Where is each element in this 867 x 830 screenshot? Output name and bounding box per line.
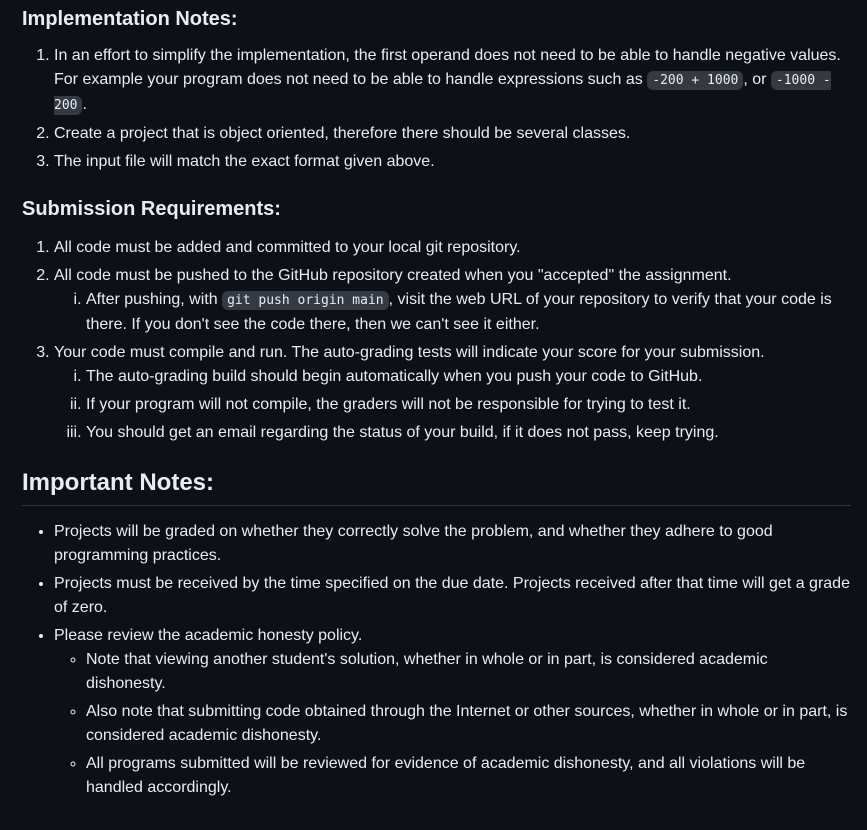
list-item-text: All code must be pushed to the GitHub repository created when you "accepted" the assignment.	[54, 267, 732, 284]
sub-list	[54, 365, 851, 445]
important-notes-list	[22, 520, 851, 800]
list-item	[54, 341, 851, 445]
list-item	[54, 44, 851, 118]
sub-list-item: ii. If your program will not compile, the graders will not be responsible for trying to test it.	[86, 393, 851, 417]
submission-requirements-list	[22, 236, 851, 445]
inline-code: -200 + 1000	[647, 71, 743, 90]
list-item-text: Your code must compile and run. The auto-grading tests will indicate your score for your submission.	[54, 344, 765, 361]
list-item	[54, 624, 851, 800]
list-item-text: Please review the academic honesty policy.	[54, 627, 363, 644]
sub-list-item	[86, 288, 851, 337]
list-item-text: .	[82, 96, 87, 113]
list-item-text: , or	[743, 71, 771, 88]
sub-list	[54, 648, 851, 800]
submission-requirements-heading: Submission Requirements:	[22, 198, 281, 220]
list-item: 3. The input file will match the exact format given above.	[54, 150, 851, 174]
inline-code: git push origin main	[222, 291, 389, 310]
sub-list-item: ◦ All programs submitted will be reviewed for evidence of academic dishonesty, and all violations will be handled accordingly.	[86, 752, 851, 800]
sub-list-item: i. The auto-grading build should begin automatically when you push your code to GitHub.	[86, 365, 851, 389]
list-item	[54, 264, 851, 337]
implementation-notes-list	[22, 44, 851, 174]
inline-code: -1000 - 200	[54, 73, 831, 113]
list-item: • Projects must be received by the time specified on the due date. Projects received after that time will get a grade of zero.	[54, 572, 851, 620]
sub-list	[54, 288, 851, 337]
list-item: 1. All code must be added and committed to your local git repository.	[54, 236, 851, 260]
list-item: • Projects will be graded on whether they correctly solve the problem, and whether they adhere to good programming practices.	[54, 520, 851, 568]
sub-list-item: ◦ Note that viewing another student's solution, whether in whole or in part, is considered academic dishonesty.	[86, 648, 851, 696]
implementation-notes-heading: Implementation Notes:	[22, 8, 238, 30]
sub-list-item: ◦ Also note that submitting code obtained through the Internet or other sources, whether in whole or in part, is considered academic dishonesty.	[86, 700, 851, 748]
sub-list-item: iii. You should get an email regarding the status of your build, if it does not pass, keep trying.	[86, 421, 851, 445]
list-item-text: In an effort to simplify the implementation, the first operand does not need to be able to handle negative values. For example your program does not need to be able to handle expressions such as	[54, 47, 841, 88]
important-notes-heading: Important Notes:	[22, 467, 851, 506]
list-item: 2. Create a project that is object oriented, therefore there should be several classes.	[54, 122, 851, 146]
list-item-text: After pushing, with	[86, 291, 223, 308]
list-item-text: , visit the web URL of your repository to verify that your code is there. If you don't see the code there, then we can't see it either.	[86, 291, 832, 333]
